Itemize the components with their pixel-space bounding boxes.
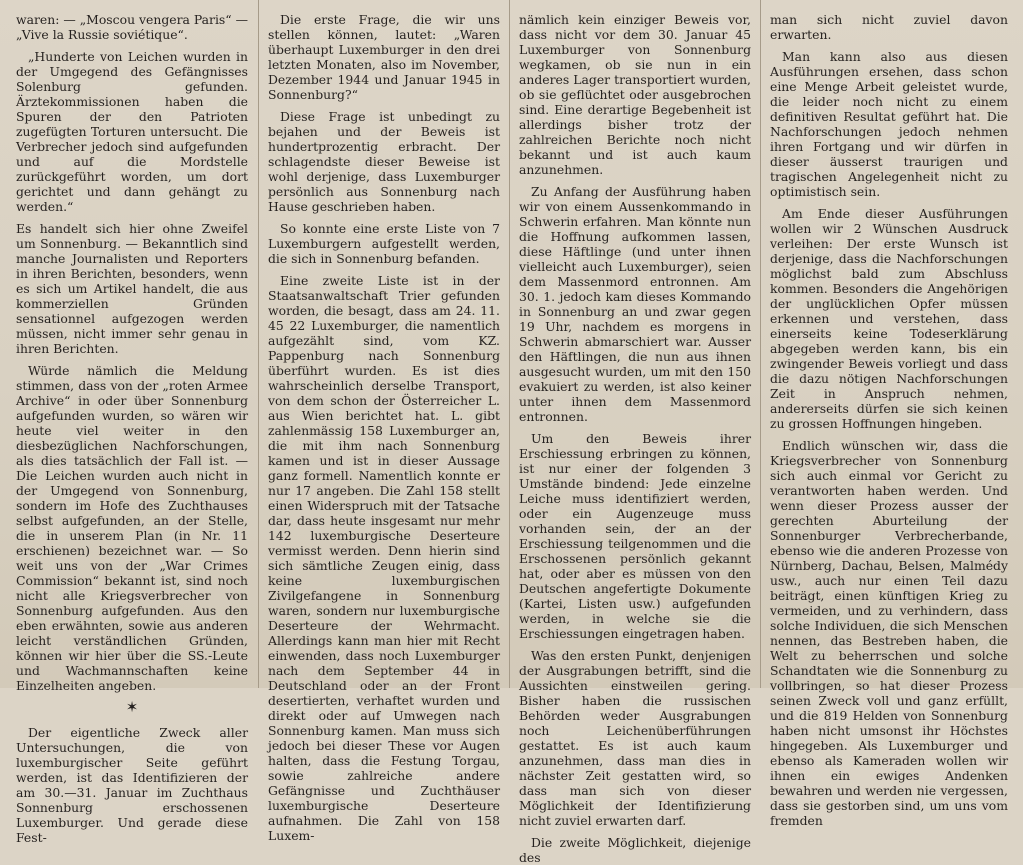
article-column-2: [268, 12, 500, 843]
paragraph: Eine zweite Liste ist in der Staatsanwaltschaft Trier gefunden worden, die besagt, dass am 24. 11. 45 22 Luxemburger, die namentlich aufgezählt sind, vom KZ. Pappenburg nach Sonnenburg überführt wurden. Es ist dies wahrscheinlich derselbe Transport, von dem schon der Österreicher L. aus Wien berichtet hat. L. gibt zahlenmässig 158 Luxemburger an, die mit ihm nach Sonnenburg kamen und ist in dieser Aussage ganz formell. Namentlich konnte er nur 17 angeben. Die Zahl 158 stellt einen Widerspruch mit der Tatsache dar, dass heute insgesamt nur mehr 142 luxemburgische Deserteure vermisst werden. Denn hierin sind sich sämtliche Zeugen einig, dass keine luxemburgischen Zivilgefangene in Sonnenburg waren, sondern nur luxemburgische Deserteure der Wehrmacht. Allerdings kann man hier mit Recht einwenden, dass noch Luxemburger nach dem September 44 in Deutschland oder an der Front desertierten, verhaftet wurden und direkt oder auf Umwegen nach Sonnenburg kamen. Man muss sich jedoch bei dieser These vor Augen halten, dass die Festung Torgau, sowie zahlreiche andere Gefängnisse und Zuchthäuser luxemburgische Deserteure aufnahmen. Die Zahl von 158 Luxem-: [268, 273, 500, 843]
paragraph: Was den ersten Punkt, denjenigen der Ausgrabungen betrifft, sind die Aussichten einstweilen gering. Bisher haben die russischen Behörden weder Ausgrabungen noch Leichenüberführungen gestattet. Es ist auch kaum anzunehmen, dass man dies in nächster Zeit gestatten wird, so dass man sich von dieser Möglichkeit der Identifizierung nicht zuviel erwarten darf.: [519, 648, 751, 828]
paragraph: nämlich kein einziger Beweis vor, dass nicht vor dem 30. Januar 45 Luxemburger von Sonnenburg wegkamen, ob sie nun in ein anderes Lager transportiert wurden, ob sie geflüchtet oder ausgebrochen sind. Eine derartige Begebenheit ist allerdings bisher trotz der zahlreichen Berichte noch nicht bekannt und ist auch kaum anzunehmen.: [519, 12, 751, 177]
paragraph: Es handelt sich hier ohne Zweifel um Sonnenburg. — Bekanntlich sind manche Journalisten und Reporters in ihren Berichten, besonders, wenn es sich um Artikel handelt, die aus kommerziellen Gründen sensationnel aufgezogen werden müssen, nicht immer sehr genau in ihren Berichten.: [16, 221, 248, 356]
paragraph: Um den Beweis ihrer Erschiessung erbringen zu können, ist nur einer der folgenden 3 Umstände bindend: Jede einzelne Leiche muss identifiziert werden, oder ein Augenzeuge muss vorhanden sein, der an der Erschiessung teilgenommen und die Erschossenen persönlich gekannt hat, oder aber es müssen von den Deutschen angefertigte Dokumente (Kartei, Listen usw.) aufgefunden werden, in welche sie die Erschiessungen eingetragen haben.: [519, 431, 751, 641]
paragraph: Endlich wünschen wir, dass die Kriegsverbrecher von Sonnenburg sich auch einmal vor Gericht zu verantworten haben werden. Und wenn dieser Prozess ausser der gerechten Aburteilung der Sonnenburger Verbrecherbande, ebenso wie die anderen Prozesse von Nürnberg, Dachau, Belsen, Malmédy usw., auch nur einen Teil dazu beiträgt, einen künftigen Krieg zu vermeiden, und zu verhindern, dass solche Individuen, die sich Menschen nennen, das Bestreben haben, die Welt zu beherrschen und solche Schandtaten wie die Sonnenburg zu vollbringen, so hat dieser Prozess seinen Zweck voll und ganz erfüllt, und die 819 Helden von Sonnenburg haben nicht umsonst ihr Höchstes hingegeben. Als Luxemburger und ebenso als Kameraden wollen wir ihnen ein ewiges Andenken bewahren und werden nie vergessen, dass sie gestorben sind, um uns vom fremden: [770, 438, 1008, 828]
article-column-4: [770, 12, 1008, 828]
column-rule: [509, 0, 510, 688]
paragraph: Der eigentliche Zweck aller Untersuchungen, die von luxemburgischer Seite geführt werden, ist das Identifizieren der am 30.—31. Januar im Zuchthaus Sonnenburg erschossenen Luxemburger. Und gerade diese Fest-: [16, 725, 248, 845]
paragraph: Man kann also aus diesen Ausführungen ersehen, dass schon eine Menge Arbeit geleistet wurde, die leider noch nicht zu einem definitiven Resultat geführt hat. Die Nachforschungen jedoch nehmen ihren Fortgang und wir dürfen in dieser äusserst traurigen und tragischen Angelegenheit nicht zu optimistisch sein.: [770, 49, 1008, 199]
article-column-3: [519, 12, 751, 865]
paragraph: So konnte eine erste Liste von 7 Luxemburgern aufgestellt werden, die sich in Sonnenburg befanden.: [268, 221, 500, 266]
section-divider-star: ✶: [125, 698, 139, 716]
paragraph: Diese Frage ist unbedingt zu bejahen und der Beweis ist hundertprozentig erbracht. Der schlagendste dieser Beweise ist wohl derjenige, dass Luxemburger persönlich aus Sonnenburg nach Hause geschrieben haben.: [268, 109, 500, 214]
paragraph: Würde nämlich die Meldung stimmen, dass von der „roten Armee Archive“ in oder über Sonnenburg aufgefunden wurden, so wären wir heute viel weiter in den diesbezüglichen Nachforschungen, als dies tatsächlich der Fall ist. — Die Leichen wurden auch nicht in der Umgegend von Sonnenburg, sondern im Hofe des Zuchthauses selbst aufgefunden, an der Stelle, die in unserem Plan (in Nr. 11 erschienen) bezeichnet war. — So weit uns von der „War Crimes Commission“ bekannt ist, sind noch nicht alle Kriegsverbrecher von Sonnenburg aufgefunden. Aus den eben erwähnten, sowie aus anderen leicht verständlichen Gründen, können wir hier über die SS.-Leute und Wachmannschaften keine Einzelheiten angeben.: [16, 363, 248, 693]
article-column-1: [16, 12, 248, 845]
paragraph: Die zweite Möglichkeit, diejenige des: [519, 835, 751, 865]
paragraph: Zu Anfang der Ausführung haben wir von einem Aussenkommando in Schwerin erfahren. Man könnte nun die Hoffnung aufkommen lassen, diese Häftlinge (und unter ihnen vielleicht auch Luxemburger), seien dem Massenmord entronnen. Am 30. 1. jedoch kam dieses Kommando in Sonnenburg an und zwar gegen 19 Uhr, nachdem es morgens in Schwerin abmarschiert war. Ausser den Häftlingen, die nun aus ihnen ausgesucht wurden, um mit den 150 evakuiert zu werden, ist also keiner unter ihnen dem Massenmord entronnen.: [519, 184, 751, 424]
column-rule: [258, 0, 259, 688]
paragraph: „Hunderte von Leichen wurden in der Umgegend des Gefängnisses Solenburg gefunden. Ärztekommissionen haben die Spuren der den Patrioten zugefügten Torturen untersucht. Die Verbrecher jedoch sind aufgefunden und auf die Mordstelle zurückgeführt worden, um dort gerichtet und dann gehängt zu werden.“: [16, 49, 248, 214]
column-rule: [760, 0, 761, 688]
paragraph: man sich nicht zuviel davon erwarten.: [770, 12, 1008, 42]
paragraph: Am Ende dieser Ausführungen wollen wir 2 Wünschen Ausdruck verleihen: Der erste Wunsch ist derjenige, dass die Nachforschungen möglichst bald zum Abschluss kommen. Besonders die Angehörigen der unglücklichen Opfer müssen erkennen und verstehen, dass einerseits keine Todeserklärung abgegeben werden kann, bis ein zwingender Beweis vorliegt und dass die dazu nötigen Nachforschungen Zeit in Anspruch nehmen, andererseits dürfen sie sich keinen zu grossen Hoffnungen hingeben.: [770, 206, 1008, 431]
paragraph: Die erste Frage, die wir uns stellen können, lautet: „Waren überhaupt Luxemburger in den drei letzten Monaten, also im November, Dezember 1944 und Januar 1945 in Sonnenburg?“: [268, 12, 500, 102]
paragraph: waren: — „Moscou vengera Paris“ — „Vive la Russie soviétique“.: [16, 12, 248, 42]
